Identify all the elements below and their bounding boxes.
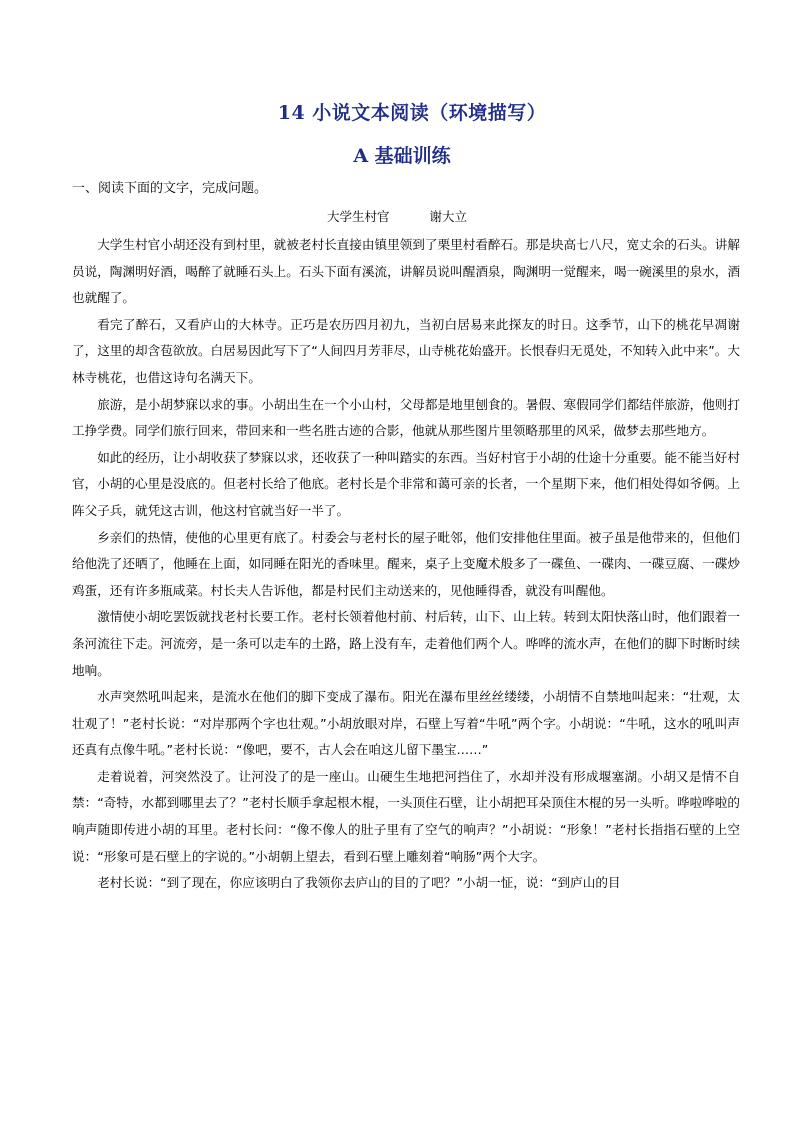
paragraph: 激情使小胡吃罢饭就找老村长要工作。老村长领着他村前、村后转，山下、山上转。转到太阳快落山时，他们跟着一条河流往下走。河流旁，是一条可以走车的土路，路上没有车，走着他们两个人。哗哗的流水声，在他们的脚下时断时续地响。 [72, 609, 740, 678]
story-author: 谢大立 [429, 209, 468, 224]
paragraph: 看完了醉石，又看庐山的大林寺。正巧是农历四月初九，当初白居易来此探友的时日。这季节，山下的桃花早凋谢了，这里的却含苞欲放。白居易因此写下了“人间四月芳菲尽，山寺桃花始盛开。长恨春归无觅处，不知转入此中来”。大林寺桃花，也借这诗句名满天下。 [72, 316, 740, 385]
paragraph: 乡亲们的热情，使他的心里更有底了。村委会与老村长的屋子毗邻，他们安排他住里面。被子虽是他带来的，但他们给他洗了还晒了，他睡在上面，如同睡在阳光的香味里。醒来，桌子上变魔术般多了一碟鱼、一碟肉、一碟豆腐、一碟炒鸡蛋，还有许多瓶咸菜。村长夫人告诉他，都是村民们主动送来的，见他睡得香，就没有叫醒他。 [72, 529, 740, 598]
page-title: 14 小说文本阅读（环境描写） [277, 102, 547, 124]
story-body [72, 232, 740, 897]
story-title: 大学生村官 [326, 209, 390, 224]
paragraph: 如此的经历，让小胡收获了梦寐以求，还收获了一种叫踏实的东西。当好村官于小胡的仕途十分重要。能不能当好村官，小胡的心里是没底的。但老村长给了他底。老村长是个非常和蔼可亲的长者，一个星期下来，他们相处得如爷俩。上阵父子兵，就凭这古训，他这村官就当好一半了。 [72, 449, 740, 518]
story-heading [0, 207, 794, 225]
paragraph: 旅游，是小胡梦寐以求的事。小胡出生在一个小山村，父母都是地里刨食的。暑假、寒假同学们都结伴旅游，他则打工挣学费。同学们旅行回来，带回来和一些名胜古迹的合影，他就从那些图片里领略那里的风采，做梦去那些地方。 [72, 396, 740, 439]
question-instruction: 一、阅读下面的文字，完成问题。 [72, 181, 268, 196]
paragraph: 走着说着，河突然没了。让河没了的是一座山。山硬生生地把河挡住了，水却并没有形成堰塞湖。小胡又是情不自禁：“奇特，水都到哪里去了？”老村长顺手拿起根木棍，一头顶住石壁，让小胡把耳朵顶住木棍的另一头听。哗啦哗啦的响声随即传进小胡的耳里。老村长问：“像不像人的肚子里有了空气的响声？”小胡说：“形象！”老村长指指石壁的上空说：“形象可是石壁上的字说的。”小胡朝上望去，看到石壁上雕刻着“响肠”两个大字。 [72, 768, 740, 864]
paragraph: 水声突然吼叫起来，是流水在他们的脚下变成了瀑布。阳光在瀑布里丝丝缕缕，小胡情不自禁地叫起来：“壮观，太壮观了！”老村长说：“对岸那两个字也壮观。”小胡放眼对岸，石壁上写着“牛吼”两个字。小胡说：“牛吼，这水的吼叫声还真有点像牛吼。”老村长说：“像吧，要不，古人会在咱这儿留下墨宝……” [72, 689, 740, 758]
paragraph: 大学生村官小胡还没有到村里，就被老村长直接由镇里领到了栗里村看醉石。那是块高七八尺，宽丈余的石头。讲解员说，陶渊明好酒，喝醉了就睡石头上。石头下面有溪流，讲解员说叫醒酒泉，陶渊明一觉醒来，喝一碗溪里的泉水，酒也就醒了。 [72, 237, 740, 306]
section-heading: A 基础训练 [353, 145, 451, 167]
paragraph: 老村长说：“到了现在，你应该明白了我领你去庐山的目的了吧？”小胡一怔，说：“到庐山的目 [97, 875, 621, 891]
